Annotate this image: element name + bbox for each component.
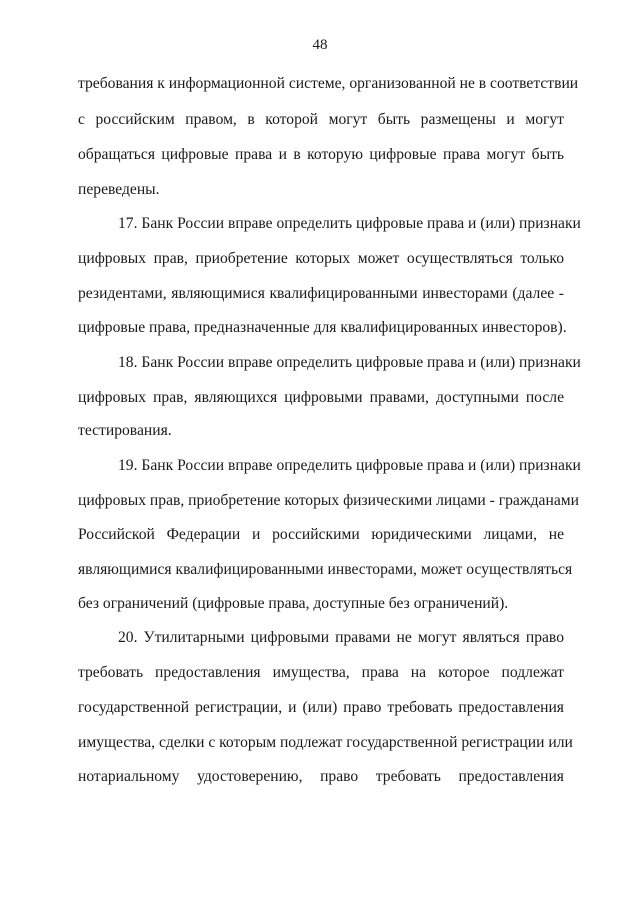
text-line: тестирования.	[78, 422, 172, 439]
text-line: цифровых прав, являющихся цифровыми правами, доступными после	[78, 389, 564, 406]
text-line: требовать предоставления имущества, права на которое подлежат	[78, 664, 564, 681]
text-line: имущества, сделки с которым подлежат государственной регистрации или	[78, 734, 573, 751]
text-line: с российским правом, в которой могут быть размещены и могут	[78, 111, 564, 128]
paragraph-18-first-line: 18. Банк России вправе определить цифровые права и (или) признаки	[118, 354, 581, 371]
text-line: переведены.	[78, 181, 160, 198]
page-number: 48	[312, 37, 328, 53]
text-line: без ограничений (цифровые права, доступные без ограничений).	[78, 595, 509, 612]
text-line: являющимися квалифицированными инвесторами, может осуществляться	[78, 561, 573, 578]
text-line: Российской Федерации и российскими юридическими лицами, не	[78, 526, 564, 543]
paragraph-19-first-line: 19. Банк России вправе определить цифровые права и (или) признаки	[118, 457, 581, 474]
text-line: государственной регистрации, и (или) право требовать предоставления	[78, 699, 564, 716]
text-line: требования к информационной системе, организованной не в соответствии	[78, 75, 579, 92]
text-line: цифровых прав, приобретение которых физическими лицами - гражданами	[78, 492, 579, 509]
text-line: обращаться цифровые права и в которую цифровые права могут быть	[78, 146, 564, 163]
text-line: цифровые права, предназначенные для квалифицированных инвесторов).	[78, 319, 567, 336]
text-line: цифровых прав, приобретение которых может осуществляться только	[78, 250, 564, 267]
text-line: резидентами, являющимися квалифицированными инвесторами (далее -	[78, 285, 564, 302]
text-line: нотариальному удостоверению, право требовать предоставления	[78, 768, 564, 785]
paragraph-17-first-line: 17. Банк России вправе определить цифровые права и (или) признаки	[118, 215, 581, 232]
paragraph-20-first-line: 20. Утилитарными цифровыми правами не могут являться право	[118, 629, 564, 646]
